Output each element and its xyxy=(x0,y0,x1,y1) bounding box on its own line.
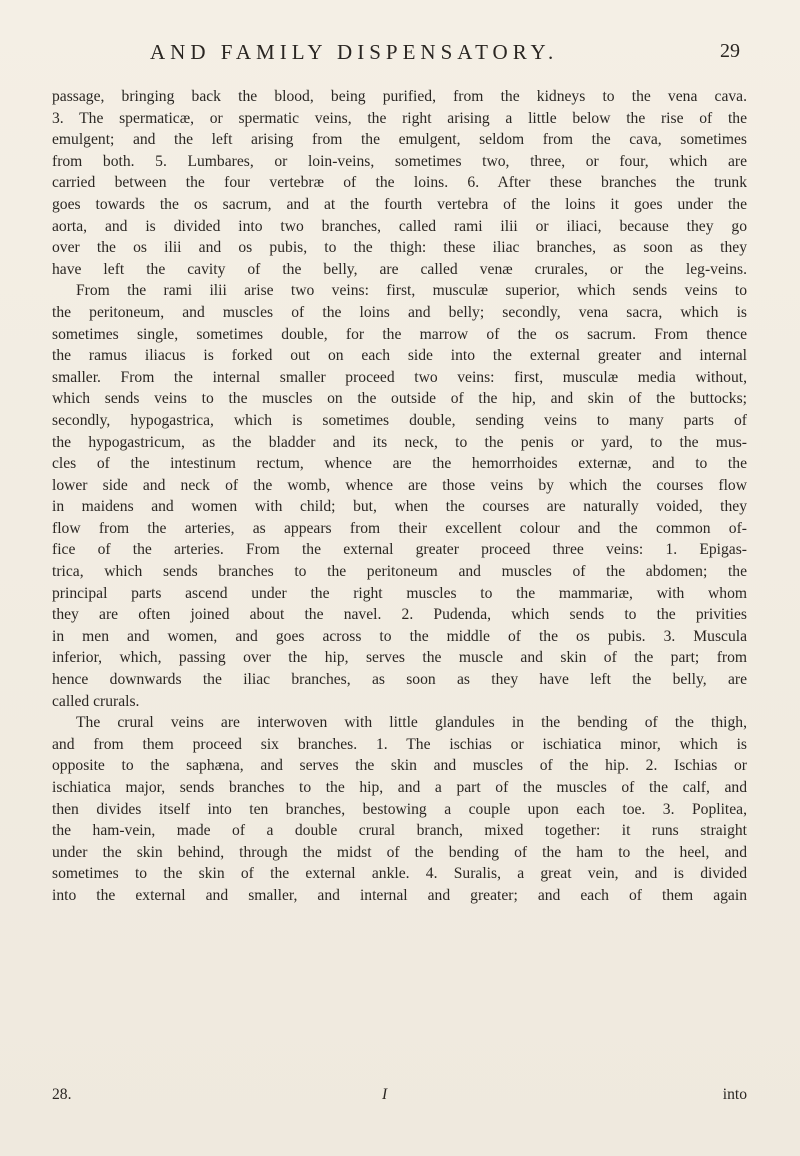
text-line: under the skin behind, through the midst of the bending of the ham to the heel, and xyxy=(52,843,747,861)
text-line: flow from the arteries, as appears from their excellent colour and the common of- xyxy=(52,519,747,537)
text-line: The crural veins are interwoven with little glandules in the bending of the thigh, xyxy=(76,714,747,732)
text-line: emulgent; and the left arising from the emulgent, seldom from the cava, sometimes xyxy=(52,131,747,149)
text-line: From the rami ilii arise two veins: first, musculæ superior, which sends veins to xyxy=(76,282,747,300)
text-line: into the external and smaller, and internal and greater; and each of them again xyxy=(52,886,747,904)
text-line: ischiatica major, sends branches to the hip, and a part of the muscles of the calf, and xyxy=(52,779,747,796)
text-line: called crurals. xyxy=(52,692,140,710)
text-line: the ham-vein, made of a double crural branch, mixed together: it runs straight xyxy=(52,822,747,840)
catchword: into xyxy=(722,1086,747,1103)
text-line: in maidens and women with child; but, when the courses are naturally voided, they xyxy=(52,498,747,516)
text-line: have left the cavity of the belly, are called venæ crurales, or the leg-veins. xyxy=(52,260,747,278)
text-line: over the os ilii and os pubis, to the thigh: these iliac branches, as soon as they xyxy=(52,239,747,257)
text-line: trica, which sends branches to the peritoneum and muscles of the abdomen; the xyxy=(52,563,747,581)
text-line: aorta, and is divided into two branches, called rami ilii or iliaci, because they go xyxy=(52,217,747,235)
page-footer xyxy=(52,1086,747,1110)
text-line: principal parts ascend under the right muscles to the mammariæ, with whom xyxy=(52,584,747,602)
text-line: the hypogastricum, as the bladder and its neck, to the penis or yard, to the mus- xyxy=(52,433,747,451)
text-line: then divides itself into ten branches, bestowing a couple upon each toe. 3. Poplitea, xyxy=(52,800,747,818)
running-head: AND FAMILY DISPENSATORY. xyxy=(150,40,559,64)
text-line: and from them proceed six branches. 1. The ischias or ischiatica minor, which is xyxy=(52,735,747,753)
text-line: inferior, which, passing over the hip, serves the muscle and skin of the part; from xyxy=(52,649,747,667)
text-line: hence downwards the iliac branches, as soon as they have left the belly, are xyxy=(52,671,747,689)
text-line: the peritoneum, and muscles of the loins and belly; secondly, vena sacra, which is xyxy=(52,303,747,321)
text-line: secondly, hypogastrica, which is sometimes double, sending veins to many parts of xyxy=(52,411,747,429)
page-number: 29 xyxy=(720,40,740,62)
text-line: 3. The spermaticæ, or spermatic veins, the right arising a little below the rise of the xyxy=(52,109,747,127)
text-line: sometimes to the skin of the external ankle. 4. Suralis, a great vein, and is divided xyxy=(52,865,747,883)
text-line: lower side and neck of the womb, whence are those veins by which the courses flow xyxy=(52,476,747,494)
text-line: the ramus iliacus is forked out on each side into the external greater and internal xyxy=(52,347,747,365)
text-line: carried between the four vertebræ of the loins. 6. After these branches the trunk xyxy=(52,174,747,192)
text-line: fice of the arteries. From the external greater proceed three veins: 1. Epigas- xyxy=(52,541,747,559)
text-line: passage, bringing back the blood, being purified, from the kidneys to the vena cava. xyxy=(52,88,747,105)
text-line: from both. 5. Lumbares, or loin-veins, sometimes two, three, or four, which are xyxy=(52,152,747,170)
signature-mark: I xyxy=(382,1086,388,1103)
text-line: sometimes single, sometimes double, for the marrow of the os sacrum. From thence xyxy=(52,325,747,343)
page-header xyxy=(150,40,740,74)
text-line: goes towards the os sacrum, and at the fourth vertebra of the loins it goes under the xyxy=(52,195,747,213)
body-text xyxy=(52,86,747,907)
text-line: which sends veins to the muscles on the outside of the hip, and skin of the buttocks; xyxy=(52,390,747,408)
text-line: smaller. From the internal smaller proceed two veins: first, musculæ media without, xyxy=(52,368,747,386)
text-line: opposite to the saphæna, and serves the skin and muscles of the hip. 2. Ischias or xyxy=(52,757,747,775)
text-line: they are often joined about the navel. 2. Pudenda, which sends to the privities xyxy=(52,606,747,624)
text-line: in men and women, and goes across to the middle of the os pubis. 3. Muscula xyxy=(52,627,747,645)
signature-number: 28. xyxy=(52,1086,72,1103)
text-line: cles of the intestinum rectum, whence are the hemorrhoides externæ, and to the xyxy=(52,455,747,473)
